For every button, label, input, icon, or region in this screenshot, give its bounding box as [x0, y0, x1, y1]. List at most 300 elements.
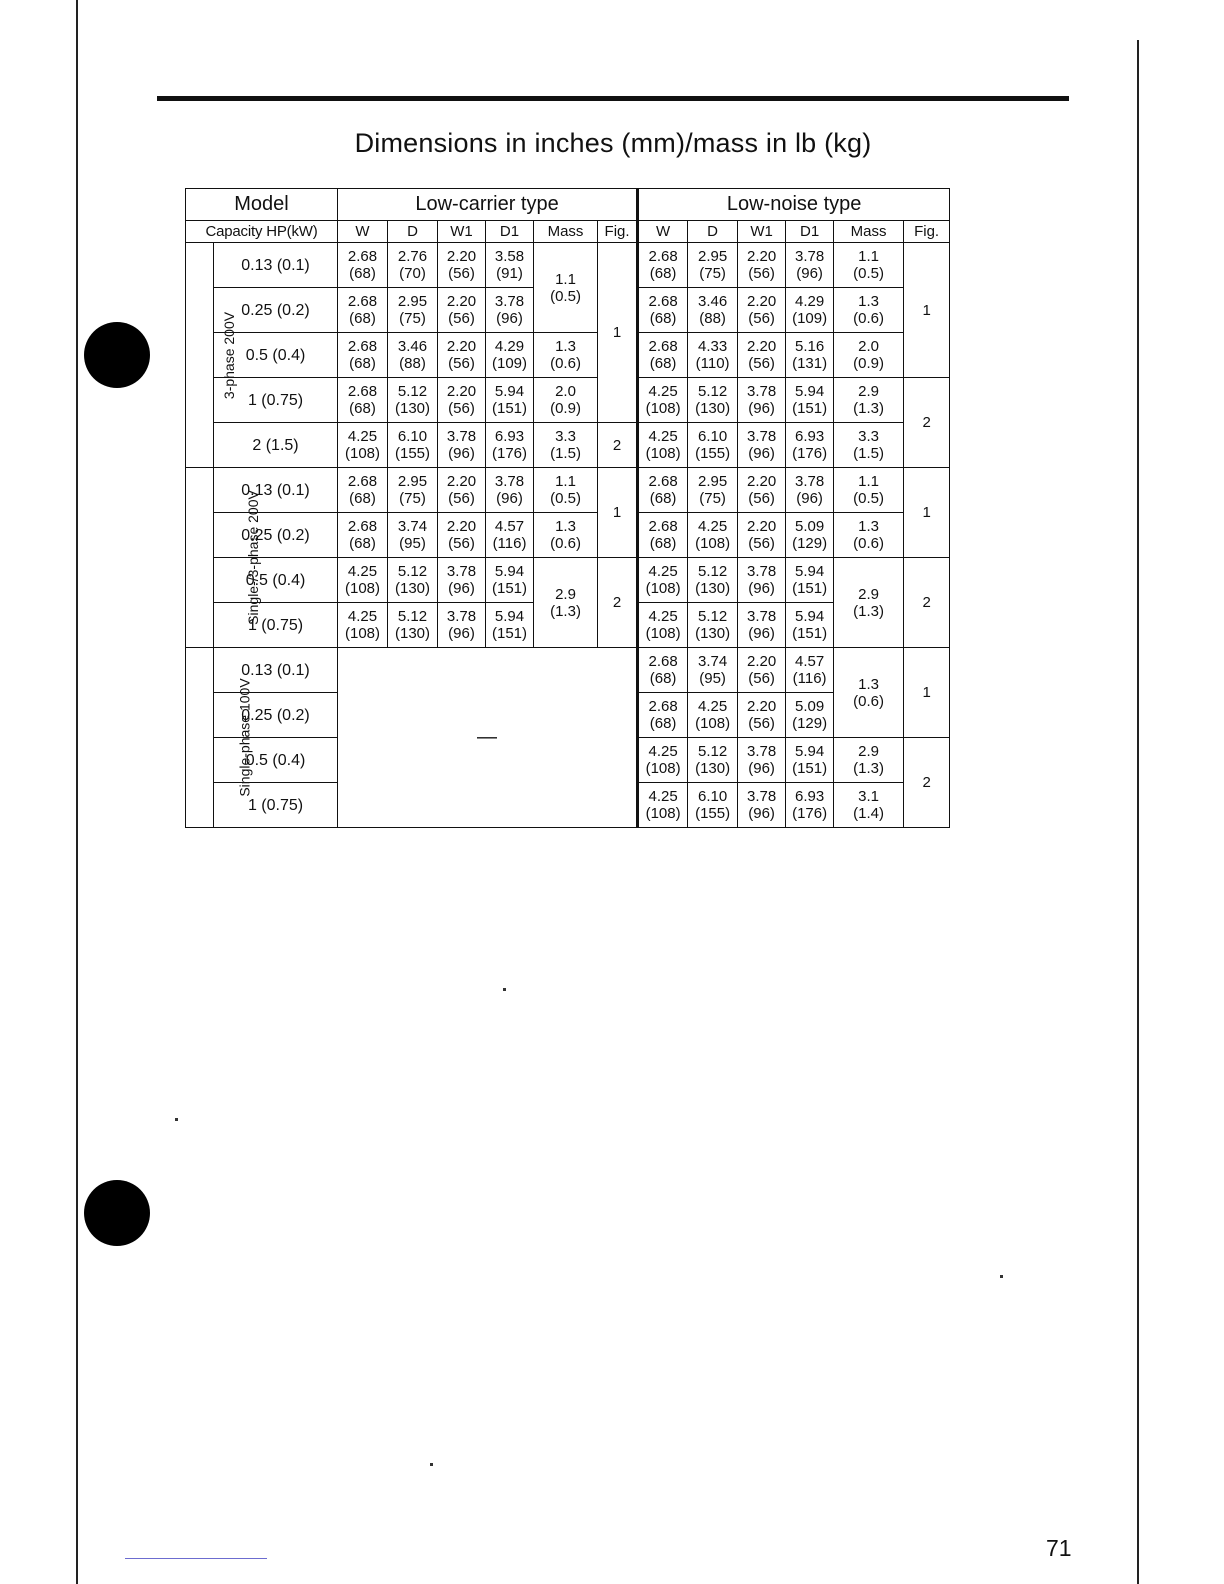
ln-d1 — [786, 558, 834, 603]
ln-d1 — [786, 423, 834, 468]
lc-w1 — [438, 558, 486, 603]
ln-d1 — [786, 513, 834, 558]
cell-value: 5.12 — [697, 563, 728, 580]
cell-value: 3.46 — [397, 338, 428, 355]
cell-value: (91) — [496, 265, 523, 282]
cell-value: 5.94 — [494, 608, 525, 625]
ln-col-d: D — [688, 221, 738, 243]
lc-d — [388, 423, 438, 468]
cell-value: 4.29 — [494, 338, 525, 355]
cell-value: (96) — [448, 580, 475, 597]
cell-value: (0.6) — [550, 535, 581, 552]
footer-underline — [125, 1558, 267, 1559]
cell-value: (0.5) — [853, 490, 885, 507]
cell-value: 2.68 — [648, 473, 678, 490]
cell-value: 2.20 — [746, 473, 777, 490]
cell-value: (0.9) — [853, 355, 885, 372]
group-label-text: Single-phase 100V — [236, 678, 253, 797]
cell-value: 2.68 — [347, 473, 378, 490]
ln-w — [638, 243, 688, 288]
cell-value: 2.68 — [347, 338, 378, 355]
cell-value: 3.78 — [494, 293, 525, 310]
cell-value: (109) — [492, 355, 528, 372]
cell-value: (108) — [645, 805, 681, 822]
ln-w1 — [738, 558, 786, 603]
punch-hole-top — [84, 322, 150, 388]
lc-d — [388, 243, 438, 288]
lc-col-w1: W1 — [438, 221, 486, 243]
ln-fig: 1 — [904, 648, 950, 738]
ln-d1 — [786, 783, 834, 828]
cell-value: 5.16 — [794, 338, 825, 355]
cell-value: 3.74 — [397, 518, 428, 535]
cell-value: 2.9 — [555, 585, 576, 603]
cell-value: (56) — [448, 490, 475, 507]
capacity-cell: 0.13 (0.1) — [214, 243, 338, 288]
cell-value: (56) — [448, 400, 475, 417]
group-label-text: Single-/3-phase 200V — [244, 490, 261, 625]
cell-value: 5.09 — [794, 518, 825, 535]
cell-value: (1.3) — [853, 400, 885, 417]
capacity-cell: 1 (0.75) — [214, 603, 338, 648]
lc-d1 — [486, 603, 534, 648]
cell-value: (96) — [796, 490, 823, 507]
cell-value: (56) — [748, 310, 775, 327]
cell-value: 5.94 — [794, 608, 825, 625]
ln-d1 — [786, 693, 834, 738]
cell-value: 1.1 — [858, 473, 880, 490]
cell-value: 4.25 — [648, 428, 678, 445]
cell-value: (0.5) — [853, 265, 885, 282]
cell-value: (56) — [448, 355, 475, 372]
page-number: 71 — [1046, 1535, 1072, 1561]
lc-d1 — [486, 513, 534, 558]
lc-d — [388, 468, 438, 513]
cell-value: (68) — [649, 265, 677, 282]
cell-value: 2.20 — [446, 518, 477, 535]
ln-w — [638, 603, 688, 648]
lc-fig: 2 — [598, 423, 638, 468]
lc-d1 — [486, 423, 534, 468]
cell-value: 2.95 — [697, 473, 728, 490]
cell-value: (68) — [349, 535, 376, 552]
cell-value: (1.5) — [550, 445, 581, 462]
ln-w — [638, 558, 688, 603]
cell-value: (109) — [792, 310, 828, 327]
ln-d1 — [786, 288, 834, 333]
cell-value: 4.25 — [697, 698, 728, 715]
lc-w — [338, 423, 388, 468]
cell-value: (1.5) — [853, 445, 885, 462]
ln-fig: 2 — [904, 738, 950, 828]
cell-value: (108) — [645, 445, 681, 462]
table-row — [186, 558, 950, 603]
cell-value: 2.0 — [555, 383, 576, 400]
ln-d1 — [786, 378, 834, 423]
cell-value: (116) — [792, 670, 827, 687]
ln-col-mass: Mass — [834, 221, 904, 243]
ln-mass — [834, 423, 904, 468]
ln-w1 — [738, 423, 786, 468]
cell-value: 1.3 — [858, 293, 880, 310]
lc-w1 — [438, 468, 486, 513]
cell-value: 2.68 — [347, 518, 378, 535]
cell-value: (130) — [395, 580, 431, 597]
cell-value: 4.25 — [347, 428, 378, 445]
cell-value: (56) — [448, 310, 475, 327]
ln-mass — [834, 558, 904, 648]
lc-w — [338, 603, 388, 648]
cell-value: 3.78 — [494, 473, 525, 490]
lc-w1 — [438, 513, 486, 558]
cell-value: (96) — [448, 625, 475, 642]
lc-d — [388, 378, 438, 423]
capacity-cell: 0.25 (0.2) — [214, 513, 338, 558]
cell-value: (0.5) — [550, 287, 581, 305]
lc-mass — [534, 558, 598, 648]
ln-d1 — [786, 468, 834, 513]
cell-value: 4.25 — [648, 788, 678, 805]
cell-value: 2.20 — [746, 698, 777, 715]
punch-hole-bottom — [84, 1180, 150, 1246]
cell-value: 4.57 — [794, 653, 825, 670]
ln-w1 — [738, 513, 786, 558]
cell-value: 5.94 — [794, 743, 825, 760]
lc-w — [338, 288, 388, 333]
scan-speck — [503, 988, 506, 991]
lc-d1 — [486, 378, 534, 423]
ln-mass — [834, 243, 904, 288]
lc-fig: 2 — [598, 558, 638, 648]
capacity-cell: 0.13 (0.1) — [214, 468, 338, 513]
cell-value: (56) — [448, 265, 475, 282]
cell-value: 5.12 — [397, 383, 428, 400]
lc-d1 — [486, 558, 534, 603]
cell-value: (1.3) — [550, 602, 581, 620]
capacity-cell: 0.25 (0.2) — [214, 288, 338, 333]
lc-mass — [534, 243, 598, 333]
lc-mass — [534, 423, 598, 468]
lc-w1 — [438, 378, 486, 423]
ln-w1 — [738, 243, 786, 288]
ln-w — [638, 333, 688, 378]
lc-d1 — [486, 243, 534, 288]
lc-d — [388, 603, 438, 648]
cell-value: 3.78 — [794, 473, 825, 490]
cell-value: 3.78 — [446, 563, 477, 580]
cell-value: (108) — [695, 535, 731, 552]
cell-value: (108) — [645, 400, 681, 417]
cell-value: (68) — [649, 490, 677, 507]
cell-value: 2.68 — [347, 293, 378, 310]
ln-w1 — [738, 738, 786, 783]
cell-value: 2.68 — [648, 518, 678, 535]
cell-value: (68) — [349, 265, 376, 282]
ln-w1 — [738, 288, 786, 333]
cell-value: (130) — [395, 400, 431, 417]
cell-value: 5.94 — [494, 563, 525, 580]
cell-value: 6.93 — [794, 428, 825, 445]
cell-value: (1.3) — [853, 760, 885, 777]
cell-value: (96) — [748, 580, 775, 597]
cell-value: 6.10 — [697, 788, 728, 805]
cell-value: 2.68 — [347, 383, 378, 400]
cell-value: (0.6) — [853, 692, 885, 710]
cell-value: (56) — [748, 490, 775, 507]
cell-value: (68) — [649, 715, 677, 732]
cell-value: (68) — [349, 355, 376, 372]
cell-value: (96) — [448, 445, 475, 462]
cell-value: (96) — [748, 400, 775, 417]
lc-mass — [534, 513, 598, 558]
cell-value: 1.1 — [555, 473, 576, 490]
cell-value: (155) — [695, 805, 731, 822]
cell-value: 2.68 — [347, 248, 378, 265]
cell-value: 4.25 — [697, 518, 728, 535]
cell-value: 3.78 — [746, 383, 777, 400]
lc-d — [388, 333, 438, 378]
cell-value: (96) — [796, 265, 823, 282]
ln-d1 — [786, 243, 834, 288]
cell-value: (68) — [349, 400, 376, 417]
lc-w — [338, 333, 388, 378]
lc-d1 — [486, 333, 534, 378]
cell-value: 2.9 — [858, 585, 880, 603]
cell-value: (151) — [492, 400, 528, 417]
cell-value: 6.93 — [794, 788, 825, 805]
page-right-edge — [1137, 40, 1139, 1584]
cell-value: (95) — [699, 670, 726, 687]
cell-value: (88) — [399, 355, 426, 372]
capacity-header: Capacity HP(kW) — [186, 221, 338, 243]
ln-d1 — [786, 603, 834, 648]
ln-col-w: W — [638, 221, 688, 243]
cell-value: 6.93 — [494, 428, 525, 445]
cell-value: 2.68 — [648, 338, 678, 355]
ln-d — [688, 333, 738, 378]
top-rule — [157, 96, 1069, 101]
cell-value: (108) — [645, 625, 681, 642]
lc-col-fig: Fig. — [598, 221, 638, 243]
cell-value: (151) — [792, 760, 828, 777]
ln-d — [688, 693, 738, 738]
cell-value: (70) — [399, 265, 426, 282]
table-row — [186, 423, 950, 468]
cell-value: 2.68 — [648, 248, 678, 265]
cell-value: (75) — [399, 490, 426, 507]
ln-fig: 2 — [904, 378, 950, 468]
ln-d1 — [786, 648, 834, 693]
lc-d1 — [486, 288, 534, 333]
cell-value: 3.78 — [746, 563, 777, 580]
table-row — [186, 648, 950, 693]
cell-value: 5.94 — [494, 383, 525, 400]
lc-w1 — [438, 243, 486, 288]
cell-value: 2.76 — [397, 248, 428, 265]
cell-value: (130) — [695, 580, 731, 597]
ln-w — [638, 693, 688, 738]
cell-value: (0.6) — [853, 310, 885, 327]
cell-value: 1.3 — [858, 518, 880, 535]
cell-value: 2.20 — [446, 248, 477, 265]
cell-value: (130) — [395, 625, 431, 642]
cell-value: 3.1 — [858, 788, 880, 805]
lc-col-w: W — [338, 221, 388, 243]
lc-mass — [534, 333, 598, 378]
cell-value: 3.58 — [494, 248, 525, 265]
ln-d — [688, 423, 738, 468]
ln-d — [688, 513, 738, 558]
group-label-single-3phase-200v — [186, 468, 261, 648]
cell-value: 2.0 — [858, 338, 880, 355]
capacity-cell: 0.5 (0.4) — [214, 738, 338, 783]
cell-value: 2.20 — [446, 338, 477, 355]
ln-fig: 1 — [904, 243, 950, 378]
table-row — [186, 513, 950, 558]
cell-value: 4.25 — [648, 608, 678, 625]
lc-col-mass: Mass — [534, 221, 598, 243]
capacity-cell: 2 (1.5) — [214, 423, 338, 468]
cell-value: 4.25 — [648, 563, 678, 580]
cell-value: (108) — [345, 580, 381, 597]
cell-value: 3.46 — [697, 293, 728, 310]
cell-value: 5.12 — [697, 743, 728, 760]
lc-fig: 1 — [598, 243, 638, 423]
cell-value: (56) — [748, 715, 775, 732]
cell-value: 1.1 — [555, 270, 576, 288]
cell-value: (88) — [699, 310, 726, 327]
cell-value: (151) — [792, 625, 828, 642]
ln-w1 — [738, 603, 786, 648]
scan-speck — [1000, 1275, 1003, 1278]
lc-mass — [534, 378, 598, 423]
cell-value: (68) — [649, 670, 677, 687]
cell-value: (130) — [695, 400, 731, 417]
ln-mass — [834, 468, 904, 513]
cell-value: 1.3 — [555, 338, 576, 355]
cell-value: 4.25 — [648, 743, 678, 760]
cell-value: 2.20 — [746, 518, 777, 535]
cell-value: (108) — [645, 580, 681, 597]
lc-w — [338, 243, 388, 288]
cell-value: (108) — [695, 715, 731, 732]
cell-value: (0.9) — [550, 400, 581, 417]
cell-value: (108) — [345, 625, 381, 642]
lc-w1 — [438, 333, 486, 378]
cell-value: 4.25 — [347, 563, 378, 580]
capacity-cell: 1 (0.75) — [214, 783, 338, 828]
cell-value: (129) — [792, 535, 828, 552]
ln-d — [688, 288, 738, 333]
lc-d — [388, 288, 438, 333]
cell-value: (130) — [695, 625, 731, 642]
ln-d — [688, 468, 738, 513]
cell-value: (96) — [496, 490, 523, 507]
cell-value: (1.3) — [853, 602, 885, 620]
cell-value: 2.20 — [746, 293, 777, 310]
cell-value: (0.6) — [550, 355, 581, 372]
cell-value: (108) — [645, 760, 681, 777]
ln-d1 — [786, 738, 834, 783]
cell-value: (155) — [695, 445, 731, 462]
lc-mass — [534, 468, 598, 513]
cell-value: 3.78 — [794, 248, 825, 265]
cell-value: 2.20 — [446, 293, 477, 310]
cell-value: (68) — [649, 310, 677, 327]
lc-w1 — [438, 288, 486, 333]
cell-value: (176) — [792, 445, 828, 462]
cell-value: (75) — [699, 490, 726, 507]
cell-value: 5.09 — [794, 698, 825, 715]
ln-w1 — [738, 783, 786, 828]
cell-value: 3.78 — [446, 608, 477, 625]
cell-value: (1.4) — [853, 805, 885, 822]
cell-value: (176) — [792, 805, 828, 822]
cell-value: (96) — [748, 625, 775, 642]
cell-value: 1.3 — [555, 518, 576, 535]
dimensions-table — [185, 188, 950, 828]
ln-w1 — [738, 378, 786, 423]
ln-w — [638, 648, 688, 693]
cell-value: (56) — [748, 535, 775, 552]
cell-value: 2.68 — [648, 293, 678, 310]
lc-not-available: — — [338, 648, 638, 828]
cell-value: 2.20 — [746, 653, 777, 670]
cell-value: (151) — [792, 400, 828, 417]
capacity-cell: 0.25 (0.2) — [214, 693, 338, 738]
ln-mass — [834, 513, 904, 558]
ln-w1 — [738, 693, 786, 738]
cell-value: 1.3 — [858, 675, 880, 693]
cell-value: 3.74 — [697, 653, 728, 670]
cell-value: 2.9 — [858, 383, 880, 400]
table-row — [186, 243, 950, 288]
ln-w — [638, 738, 688, 783]
cell-value: (95) — [399, 535, 426, 552]
cell-value: (96) — [496, 310, 523, 327]
cell-value: (110) — [695, 355, 730, 372]
low-carrier-header: Low-carrier type — [338, 189, 638, 221]
cell-value: (96) — [748, 760, 775, 777]
cell-value: 4.25 — [648, 383, 678, 400]
ln-mass — [834, 738, 904, 783]
cell-value: (56) — [748, 265, 775, 282]
table-row — [186, 333, 950, 378]
cell-value: 3.78 — [446, 428, 477, 445]
cell-value: (56) — [448, 535, 475, 552]
page-title: Dimensions in inches (mm)/mass in lb (kg) — [354, 128, 872, 158]
lc-d — [388, 558, 438, 603]
lc-w1 — [438, 603, 486, 648]
ln-mass — [834, 783, 904, 828]
cell-value: (96) — [748, 445, 775, 462]
cell-value: (68) — [649, 535, 677, 552]
ln-col-d1: D1 — [786, 221, 834, 243]
ln-mass — [834, 648, 904, 738]
ln-d — [688, 558, 738, 603]
ln-d1 — [786, 333, 834, 378]
cell-value: 3.78 — [746, 428, 777, 445]
cell-value: (176) — [492, 445, 528, 462]
cell-value: 6.10 — [697, 428, 728, 445]
cell-value: 5.12 — [397, 608, 428, 625]
table-row — [186, 378, 950, 423]
cell-value: (56) — [748, 670, 775, 687]
ln-d — [688, 738, 738, 783]
cell-value: 4.25 — [347, 608, 378, 625]
lc-d1 — [486, 468, 534, 513]
cell-value: (129) — [792, 715, 828, 732]
